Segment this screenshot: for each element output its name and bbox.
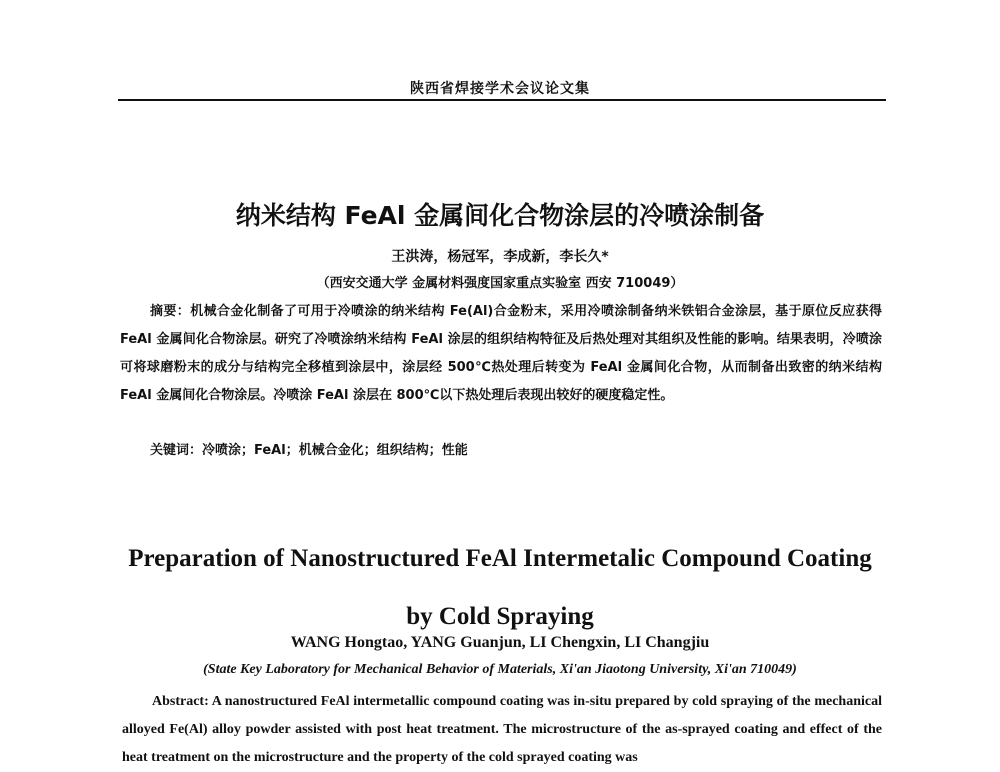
english-abstract	[122, 688, 882, 772]
header-rule	[118, 99, 886, 101]
english-authors: WANG Hongtao, YANG Guanjun, LI Chengxin, LI Changjiu	[290, 634, 710, 651]
chinese-title: 纳米结构 FeAl 金属间化合物涂层的冷喷涂制备	[235, 201, 765, 230]
chinese-abstract-label: 摘要：	[150, 304, 191, 319]
chinese-keywords	[150, 439, 882, 458]
chinese-abstract-text: 机械合金化制备了可用于冷喷涂的纳米结构 Fe(Al)合金粉末，采用冷喷涂制备纳米铁铝合金涂层，基于原位反应获得 FeAl 金属间化合物涂层。研究了冷喷涂纳米结构 FeAl 涂层的组织结构特征及后热处理对其组织及性能的影响。结果表明，冷喷涂可将球磨粉末的成分与结构完全移植到涂层中，涂层经 500℃热处理后转变为 FeAl 金属间化合物，从而制备出致密的纳米结构 FeAl 金属间化合物涂层。冷喷涂 FeAl 涂层在 800℃以下热处理后表现出较好的硬度稳定性。	[120, 304, 882, 403]
english-affiliation: (State Key Laboratory for Mechanical Behavior of Materials, Xi'an Jiaotong University, Xi'an 710049)	[203, 662, 797, 677]
chinese-authors: 王洪涛，杨冠军，李成新，李长久*	[391, 249, 609, 265]
english-abstract-text: A nanostructured FeAl intermetallic compound coating was in-situ prepared by cold spraying of the mechanical alloyed Fe(Al) alloy powder assisted with post heat treatment. The microstructure of the as-sprayed coating and effect of the heat treatment on the microstructure and the property of the cold sprayed coating was	[122, 694, 883, 765]
running-head: 陕西省焊接学术会议论文集	[410, 81, 590, 97]
chinese-keywords-text: 冷喷涂；FeAl；机械合金化；组织结构；性能	[202, 443, 468, 458]
english-title-line-2: by Cold Spraying	[406, 603, 594, 630]
chinese-abstract	[120, 298, 882, 410]
english-title	[0, 530, 1000, 646]
english-abstract-label: Abstract:	[152, 694, 209, 709]
chinese-keywords-label: 关键词：	[150, 443, 203, 458]
chinese-affiliation: （西安交通大学 金属材料强度国家重点实验室 西安 710049）	[316, 276, 684, 291]
english-title-line-1: Preparation of Nanostructured FeAl Intermetalic Compound Coating	[128, 545, 872, 572]
